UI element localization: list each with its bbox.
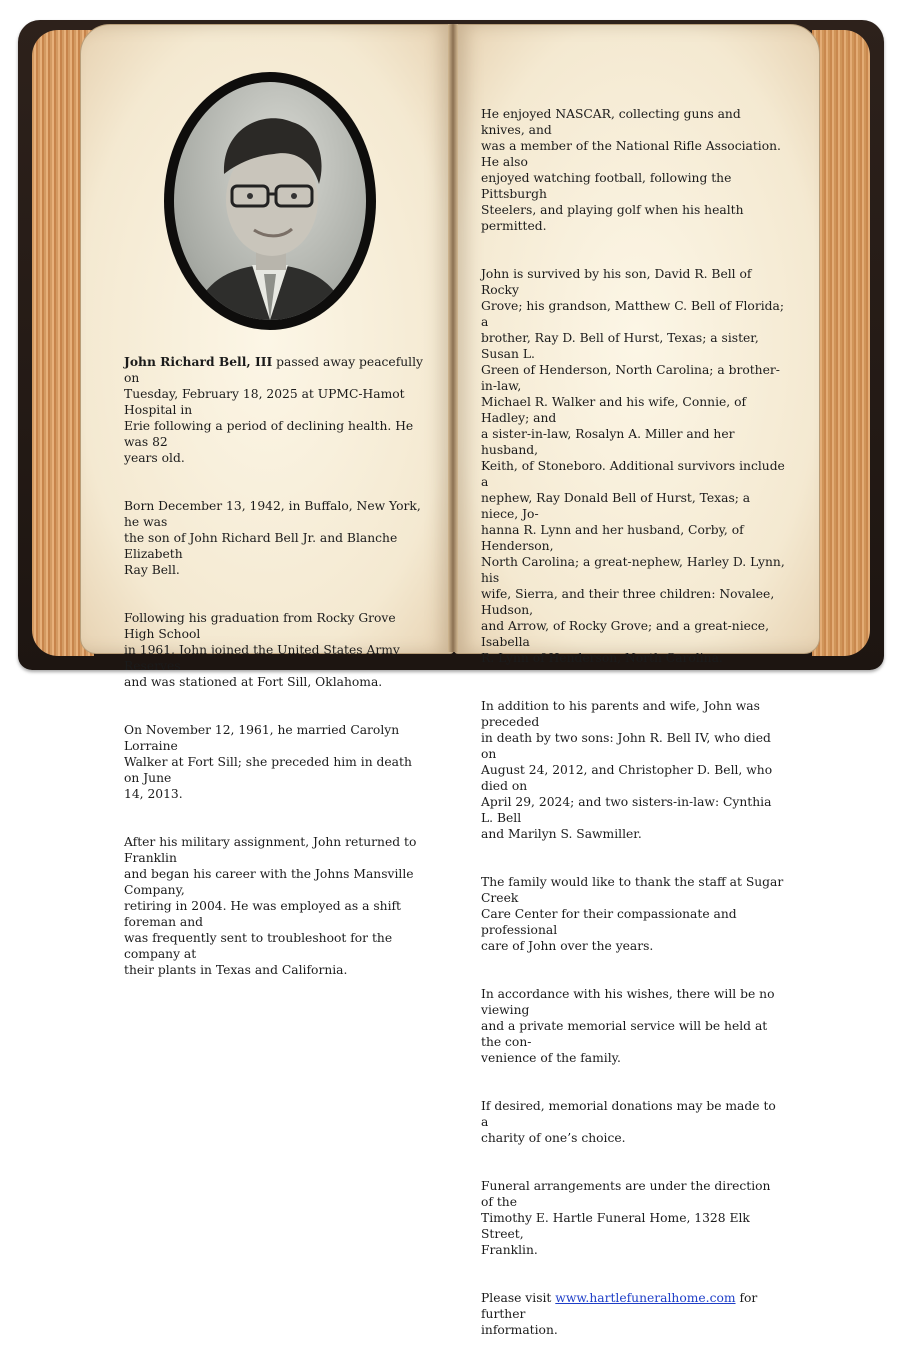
marriage-paragraph: On November 12, 1961, he married Carolyn Lorraine Walker at Fort Sill; she preceded him in death on June 14, 2013. — [124, 723, 412, 801]
funeral-home-link[interactable]: www.hartlefuneralhome.com — [555, 1291, 736, 1305]
left-page-text — [124, 338, 429, 1010]
arrangements-paragraph: Funeral arrangements are under the direction of the Timothy E. Hartle Funeral Home, 1328 Elk Street, Franklin. — [481, 1179, 771, 1257]
donations-paragraph: If desired, memorial donations may be made to a charity of one’s choice. — [481, 1099, 776, 1145]
website-suffix: for further information. — [481, 1291, 758, 1337]
birth-paragraph: Born December 13, 1942, in Buffalo, New York, he was the son of John Richard Bell Jr. and Blanche Elizabeth Ray Bell. — [124, 499, 421, 577]
right-page-edges — [812, 30, 870, 656]
intro-text: passed away peacefully on Tuesday, February 18, 2025 at UPMC-Hamot Hospital in Erie following a period of declining health. He was 82 years old. — [124, 355, 423, 465]
preceded-paragraph: In addition to his parents and wife, John was preceded in death by two sons: John R. Bell IV, who died on August 24, 2012, and Christopher D. Bell, who died on April 29, 2024; and two sisters-in-law: Cynthia L. Bell and Marilyn S. Sawmiller. — [481, 699, 773, 841]
education-paragraph: Following his graduation from Rocky Grove High School in 1961, John joined the United States Army Reserves and was stationed at Fort Sill, Oklahoma. — [124, 611, 400, 689]
obituary-intro — [124, 354, 429, 466]
service-paragraph: In accordance with his wishes, there will be no viewing and a private memorial service will be held at the con- venience of the family. — [481, 987, 775, 1065]
book-spine — [448, 24, 458, 652]
deceased-name: John Richard Bell, III — [124, 354, 273, 369]
portrait-illustration — [174, 82, 366, 320]
career-paragraph: After his military assignment, John returned to Franklin and began his career with the Johns Mansville Company, retiring in 2004. He was employed as a shift foreman and was frequently sent to troubleshoot for the company at their plants in Texas and California. — [124, 835, 417, 977]
website-paragraph — [481, 1290, 786, 1338]
survivors-paragraph: John is survived by his son, David R. Bell of Rocky Grove; his grandson, Matthew C. Bell of Florida; a brother, Ray D. Bell of Hurst, Texas; a sister, Susan L. Green of Henderson, North Carolina; a brother-in-law, Michael R. Walker and his wife, Connie, of Hadley; and a sister-in-law, Rosalyn A. Miller and her husband, Keith, of Stoneboro. Additional survivors include a nephew, Ray Donald Bell of Hurst, Texas; a niece, Jo- hanna R. Lynn and her husband, Corby, of Henderson, North Carolina; a great-nephew, Harley D. Lynn, his wife, Sierra, and their three children: Novalee, Hudson, and Arrow, of Rocky Grove; and a great-niece, Isabella R. Lynn of Henderson, North Carolina. — [481, 267, 785, 665]
right-page-text — [481, 90, 786, 1370]
hobbies-paragraph: He enjoyed NASCAR, collecting guns and knives, and was a member of the National Rifle Association. He also enjoyed watching football, following the Pittsburgh Steelers, and playing golf when his health permitted. — [481, 107, 781, 233]
portrait-photo — [174, 82, 366, 320]
thanks-paragraph: The family would like to thank the staff at Sugar Creek Care Center for their compassionate and professional care of John over the years. — [481, 875, 784, 953]
website-prefix: Please visit — [481, 1291, 556, 1305]
